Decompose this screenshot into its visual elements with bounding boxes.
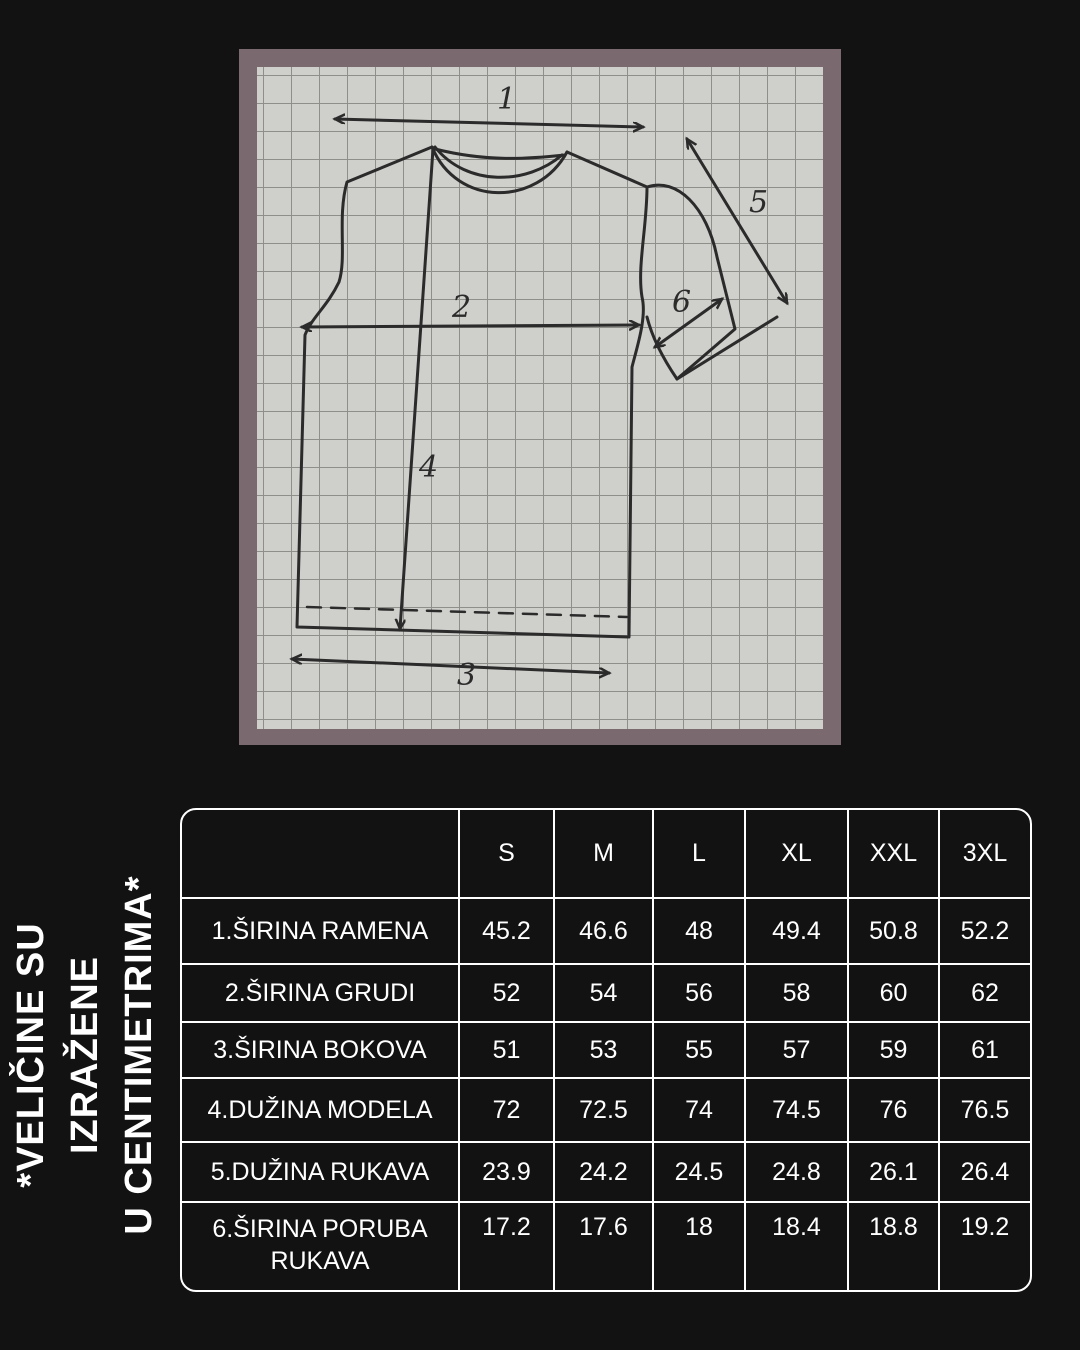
sketch-label-1: 1 — [497, 82, 517, 117]
size-header-row — [182, 810, 1030, 898]
table-cell: 76.5 — [939, 1078, 1030, 1142]
table-cell: 76 — [848, 1078, 939, 1142]
table-cell: 59 — [848, 1022, 939, 1078]
sleeve-hem — [677, 317, 777, 379]
units-note-line-1: *VELIČINE SU IZRAŽENE — [10, 922, 106, 1188]
table-cell: 24.5 — [653, 1142, 745, 1202]
table-row — [182, 1142, 1030, 1202]
table-cell: 51 — [459, 1022, 554, 1078]
table-cell: 74 — [653, 1078, 745, 1142]
table-cell: 55 — [653, 1022, 745, 1078]
measure-line-2 — [302, 325, 639, 327]
table-cell: 23.9 — [459, 1142, 554, 1202]
measure-line-3 — [292, 659, 609, 673]
tshirt-sketch — [257, 67, 823, 729]
table-cell: 49.4 — [745, 898, 848, 964]
measurement-label: 3.ŠIRINA BOKOVA — [182, 1022, 459, 1078]
table-cell: 72.5 — [554, 1078, 653, 1142]
table-cell: 18 — [653, 1202, 745, 1290]
table-cell: 54 — [554, 964, 653, 1022]
measurement-label: 4.DUŽINA MODELA — [182, 1078, 459, 1142]
table-cell: 17.2 — [459, 1202, 554, 1290]
table-cell: 72 — [459, 1078, 554, 1142]
sketch-label-2: 2 — [452, 290, 472, 325]
table-row — [182, 898, 1030, 964]
table-cell: 57 — [745, 1022, 848, 1078]
table-cell: 48 — [653, 898, 745, 964]
size-header: M — [554, 810, 653, 898]
table-cell: 52 — [459, 964, 554, 1022]
table-cell: 18.4 — [745, 1202, 848, 1290]
table-cell: 26.1 — [848, 1142, 939, 1202]
sketch-photo-frame — [239, 49, 841, 745]
table-cell: 56 — [653, 964, 745, 1022]
table-row — [182, 1022, 1030, 1078]
measure-line-4 — [400, 149, 433, 629]
table-cell: 62 — [939, 964, 1030, 1022]
tshirt-outline — [297, 147, 647, 637]
measurement-label: 1.ŠIRINA RAMENA — [182, 898, 459, 964]
size-header: L — [653, 810, 745, 898]
table-cell: 19.2 — [939, 1202, 1030, 1290]
table-cell: 58 — [745, 964, 848, 1022]
sketch-label-3: 3 — [457, 658, 477, 693]
table-cell: 46.6 — [554, 898, 653, 964]
table-cell: 74.5 — [745, 1078, 848, 1142]
grid-paper-sketch — [257, 67, 823, 729]
units-note-line-2: U CENTIMETRIMA* — [118, 875, 160, 1235]
table-cell: 17.6 — [554, 1202, 653, 1290]
size-header: 3XL — [939, 810, 1030, 898]
hem-dashes — [307, 607, 627, 617]
sketch-label-4: 4 — [419, 450, 439, 485]
size-header: XXL — [848, 810, 939, 898]
table-cell: 60 — [848, 964, 939, 1022]
units-note — [10, 820, 160, 1290]
table-cell: 52.2 — [939, 898, 1030, 964]
measure-line-1 — [335, 119, 643, 127]
measurement-label: 6.ŠIRINA PORUBA RUKAVA — [182, 1202, 459, 1290]
collar-inner — [435, 147, 562, 177]
table-cell: 18.8 — [848, 1202, 939, 1290]
sketch-label-6: 6 — [672, 285, 692, 320]
measurement-label: 2.ŠIRINA GRUDI — [182, 964, 459, 1022]
sketch-label-5: 5 — [749, 185, 769, 220]
table-row — [182, 964, 1030, 1022]
table-cell: 50.8 — [848, 898, 939, 964]
table-cell: 24.2 — [554, 1142, 653, 1202]
size-chart-table — [180, 808, 1032, 1292]
table-row — [182, 1078, 1030, 1142]
table-row — [182, 1202, 1030, 1290]
measure-line-5 — [687, 139, 787, 303]
size-header: S — [459, 810, 554, 898]
measurement-label: 5.DUŽINA RUKAVA — [182, 1142, 459, 1202]
table-cell: 24.8 — [745, 1142, 848, 1202]
table-cell: 45.2 — [459, 898, 554, 964]
size-header: XL — [745, 810, 848, 898]
table-cell: 53 — [554, 1022, 653, 1078]
corner-cell — [182, 810, 459, 898]
table-cell: 26.4 — [939, 1142, 1030, 1202]
table-cell: 61 — [939, 1022, 1030, 1078]
